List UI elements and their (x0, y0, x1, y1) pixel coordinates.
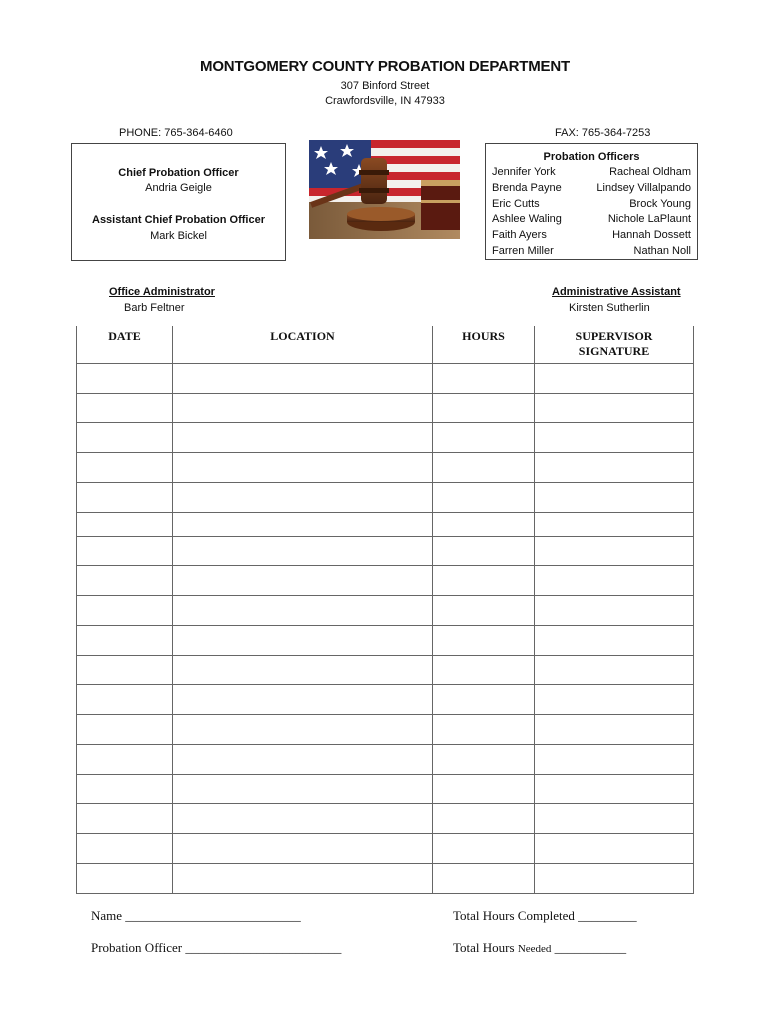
table-row (77, 834, 694, 864)
date-cell[interactable] (77, 364, 173, 394)
chief-officers-box (71, 143, 286, 261)
hours-cell[interactable] (433, 596, 535, 626)
supervisor-signature-cell[interactable] (535, 394, 694, 423)
location-cell[interactable] (173, 453, 433, 483)
city-address: Crawfordsville, IN 47933 (325, 95, 445, 107)
hours-cell[interactable] (433, 745, 535, 775)
probation-officer-field[interactable]: Probation Officer ________________________ (91, 940, 342, 955)
supervisor-signature-cell[interactable] (535, 804, 694, 834)
date-cell[interactable] (77, 656, 173, 685)
hours-cell[interactable] (433, 656, 535, 685)
location-cell[interactable] (173, 394, 433, 423)
hours-cell[interactable] (433, 394, 535, 423)
location-cell[interactable] (173, 513, 433, 537)
phone-number: PHONE: 765-364-6460 (119, 127, 233, 139)
table-header-row (77, 326, 694, 364)
location-cell[interactable] (173, 423, 433, 453)
chief-role: Chief Probation Officer (118, 167, 239, 179)
date-cell[interactable] (77, 775, 173, 804)
location-cell[interactable] (173, 715, 433, 745)
date-cell[interactable] (77, 626, 173, 656)
hours-cell[interactable] (433, 775, 535, 804)
hours-cell[interactable] (433, 834, 535, 864)
table-row (77, 745, 694, 775)
officer-name: Brock Young (629, 198, 691, 210)
table-row (77, 596, 694, 626)
date-cell[interactable] (77, 596, 173, 626)
officer-name: Faith Ayers (492, 229, 547, 241)
hours-cell[interactable] (433, 453, 535, 483)
column-header-location: LOCATION (173, 326, 433, 364)
hours-cell[interactable] (433, 423, 535, 453)
hours-cell[interactable] (433, 685, 535, 715)
fax-number: FAX: 765-364-7253 (555, 127, 651, 139)
officer-name: Racheal Oldham (609, 166, 691, 178)
table-row (77, 804, 694, 834)
officer-name: Farren Miller (492, 245, 554, 257)
location-cell[interactable] (173, 745, 433, 775)
location-cell[interactable] (173, 804, 433, 834)
supervisor-signature-cell[interactable] (535, 596, 694, 626)
probation-officers-heading: Probation Officers (543, 151, 640, 163)
table-row (77, 537, 694, 566)
table-row (77, 566, 694, 596)
supervisor-signature-cell[interactable] (535, 483, 694, 513)
location-cell[interactable] (173, 864, 433, 894)
name-field[interactable]: Name ___________________________ (91, 908, 301, 923)
table-row (77, 513, 694, 537)
location-cell[interactable] (173, 596, 433, 626)
supervisor-signature-cell[interactable] (535, 537, 694, 566)
location-cell[interactable] (173, 483, 433, 513)
date-cell[interactable] (77, 394, 173, 423)
table-row (77, 394, 694, 423)
hours-cell[interactable] (433, 483, 535, 513)
probation-officers-box (485, 143, 698, 260)
date-cell[interactable] (77, 715, 173, 745)
office-admin-name: Barb Feltner (124, 302, 185, 314)
date-cell[interactable] (77, 513, 173, 537)
column-header-date: DATE (77, 326, 173, 364)
officer-name: Jennifer York (492, 166, 556, 178)
hours-cell[interactable] (433, 513, 535, 537)
officer-name: Eric Cutts (492, 198, 540, 210)
location-cell[interactable] (173, 685, 433, 715)
table-row (77, 423, 694, 453)
date-cell[interactable] (77, 685, 173, 715)
supervisor-signature-cell[interactable] (535, 685, 694, 715)
hours-cell[interactable] (433, 626, 535, 656)
location-cell[interactable] (173, 834, 433, 864)
street-address: 307 Binford Street (340, 80, 430, 92)
supervisor-signature-cell[interactable] (535, 453, 694, 483)
table-row (77, 775, 694, 804)
date-cell[interactable] (77, 566, 173, 596)
officer-name: Brenda Payne (492, 182, 562, 194)
supervisor-signature-cell[interactable] (535, 775, 694, 804)
supervisor-signature-cell[interactable] (535, 364, 694, 394)
hours-cell[interactable] (433, 864, 535, 894)
supervisor-signature-cell[interactable] (535, 566, 694, 596)
supervisor-signature-cell[interactable] (535, 745, 694, 775)
date-cell[interactable] (77, 745, 173, 775)
hours-cell[interactable] (433, 364, 535, 394)
gavel-flag-photo (309, 140, 460, 239)
supervisor-signature-cell[interactable] (535, 864, 694, 894)
location-cell[interactable] (173, 775, 433, 804)
hours-cell[interactable] (433, 715, 535, 745)
location-cell[interactable] (173, 364, 433, 394)
total-hours-completed-field[interactable]: Total Hours Completed _________ (453, 908, 637, 923)
chief-name: Andria Geigle (145, 182, 212, 194)
table-row (77, 864, 694, 894)
date-cell[interactable] (77, 864, 173, 894)
date-cell[interactable] (77, 423, 173, 453)
date-cell[interactable] (77, 537, 173, 566)
location-cell[interactable] (173, 566, 433, 596)
table-row (77, 364, 694, 394)
hours-cell[interactable] (433, 537, 535, 566)
hours-cell[interactable] (433, 566, 535, 596)
officer-name: Ashlee Waling (492, 213, 562, 225)
date-cell[interactable] (77, 453, 173, 483)
admin-assistant-name: Kirsten Sutherlin (569, 302, 650, 314)
location-cell[interactable] (173, 656, 433, 685)
supervisor-signature-cell[interactable] (535, 834, 694, 864)
table-row (77, 483, 694, 513)
assistant-chief-role: Assistant Chief Probation Officer (92, 214, 265, 226)
total-hours-needed-field[interactable]: Total Hours Needed ___________ (453, 940, 627, 955)
supervisor-signature-cell[interactable] (535, 656, 694, 685)
officer-name: Hannah Dossett (612, 229, 691, 241)
supervisor-signature-cell[interactable] (535, 715, 694, 745)
officer-name: Nichole LaPlaunt (607, 213, 691, 225)
column-header-supervisor-signature: SUPERVISOR SIGNATURE (535, 326, 694, 364)
date-cell[interactable] (77, 483, 173, 513)
table-row (77, 656, 694, 685)
location-cell[interactable] (173, 537, 433, 566)
officer-name: Lindsey Villalpando (596, 182, 691, 194)
table-row (77, 626, 694, 656)
hours-cell[interactable] (433, 804, 535, 834)
page-title: MONTGOMERY COUNTY PROBATION DEPARTMENT (200, 58, 570, 75)
supervisor-signature-cell[interactable] (535, 513, 694, 537)
table-row (77, 453, 694, 483)
supervisor-signature-cell[interactable] (535, 626, 694, 656)
table-row (77, 715, 694, 745)
office-admin-role: Office Administrator (109, 286, 215, 298)
supervisor-signature-cell[interactable] (535, 423, 694, 453)
table-row (77, 685, 694, 715)
location-cell[interactable] (173, 626, 433, 656)
community-service-log-table (76, 326, 694, 894)
officer-name: Nathan Noll (633, 245, 691, 257)
date-cell[interactable] (77, 834, 173, 864)
column-header-hours: HOURS (433, 326, 535, 364)
admin-assistant-role: Administrative Assistant (552, 286, 681, 298)
assistant-chief-name: Mark Bickel (150, 230, 207, 242)
date-cell[interactable] (77, 804, 173, 834)
